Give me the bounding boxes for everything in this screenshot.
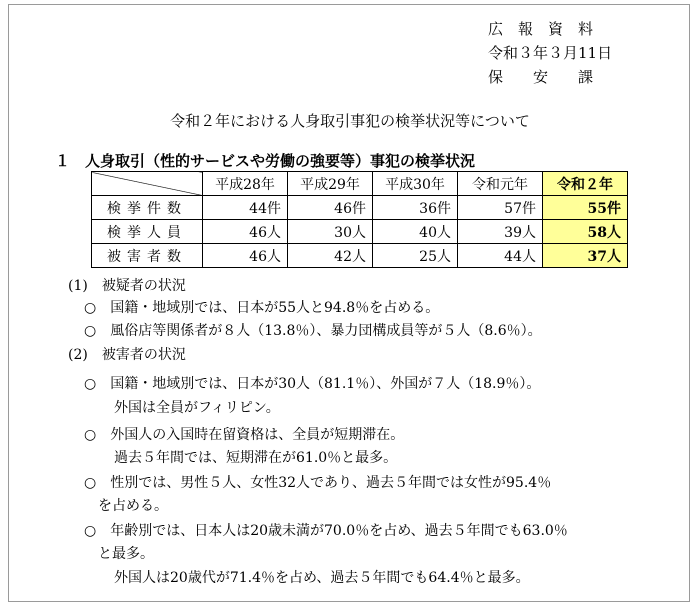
table-cell: 57件: [458, 196, 543, 220]
document-title: 令和２年における人身取引事犯の検挙状況等について: [170, 112, 530, 130]
table-cell: 30人: [288, 220, 373, 244]
column-header-current-year: 令和２年: [543, 172, 628, 196]
table-cell: 25人: [373, 244, 458, 268]
table-cell: 40人: [373, 220, 458, 244]
list-item: ○ 風俗店等関係者が８人（13.8％）、暴力団構成員等が５人（8.6％）。: [84, 323, 542, 339]
table-cell-current-year: 58人: [543, 220, 628, 244]
column-header: 平成30年: [373, 172, 458, 196]
table-row: [92, 196, 628, 220]
list-item-continuation: と最多。: [98, 546, 154, 562]
column-header: 平成29年: [288, 172, 373, 196]
table-cell: 36件: [373, 196, 458, 220]
header-type: 広 報 資 料: [488, 20, 594, 38]
row-label: 被害者数: [92, 244, 203, 268]
table-cell: 44件: [203, 196, 288, 220]
section-1-heading: １ 人身取引（性的サービスや労働の強要等）事犯の検挙状況: [55, 152, 476, 170]
table-cell: 46人: [203, 244, 288, 268]
header-date: 令和３年３月11日: [488, 44, 613, 62]
list-item-continuation: 外国人は20歳代が71.4％を占め、過去５年間でも64.4％と最多。: [114, 570, 530, 586]
table-header-row: [92, 172, 628, 196]
row-label: 検挙件数: [92, 196, 203, 220]
column-header: 平成28年: [203, 172, 288, 196]
subsection-2-heading: (2) 被害者の状況: [68, 347, 186, 363]
list-item-continuation: を占める。: [98, 498, 168, 514]
subsection-1-heading: (1) 被疑者の状況: [68, 278, 186, 294]
table-cell-current-year: 37人: [543, 244, 628, 268]
column-header: 令和元年: [458, 172, 543, 196]
list-item-continuation: 過去５年間では、短期滞在が61.0％と最多。: [114, 450, 398, 466]
table-row: [92, 220, 628, 244]
list-item: ○ 性別では、男性５人、女性32人であり、過去５年間では女性が95.4％: [84, 475, 552, 491]
list-item: ○ 国籍・地域別では、日本が30人（81.1％）、外国が７人（18.9％）。: [84, 376, 541, 392]
list-item: ○ 国籍・地域別では、日本が55人と94.8％を占める。: [84, 300, 440, 316]
row-label: 検挙人員: [92, 220, 203, 244]
table-cell: 46件: [288, 196, 373, 220]
table-cell-current-year: 55件: [543, 196, 628, 220]
document-header: [488, 17, 612, 89]
list-item: ○ 外国人の入国時在留資格は、全員が短期滞在。: [84, 427, 405, 443]
table-cell: 39人: [458, 220, 543, 244]
table-cell: 42人: [288, 244, 373, 268]
table-row: [92, 244, 628, 268]
list-item-continuation: 外国は全員がフィリピン。: [114, 400, 280, 416]
arrest-statistics-table: [91, 171, 628, 268]
table-cell: 46人: [203, 220, 288, 244]
table-cell: 44人: [458, 244, 543, 268]
table-corner-cell: [92, 172, 203, 196]
list-item: ○ 年齢別では、日本人は20歳未満が70.0％を占め、過去５年間でも63.0％: [84, 523, 568, 539]
header-department: 保 安 課: [488, 68, 594, 86]
